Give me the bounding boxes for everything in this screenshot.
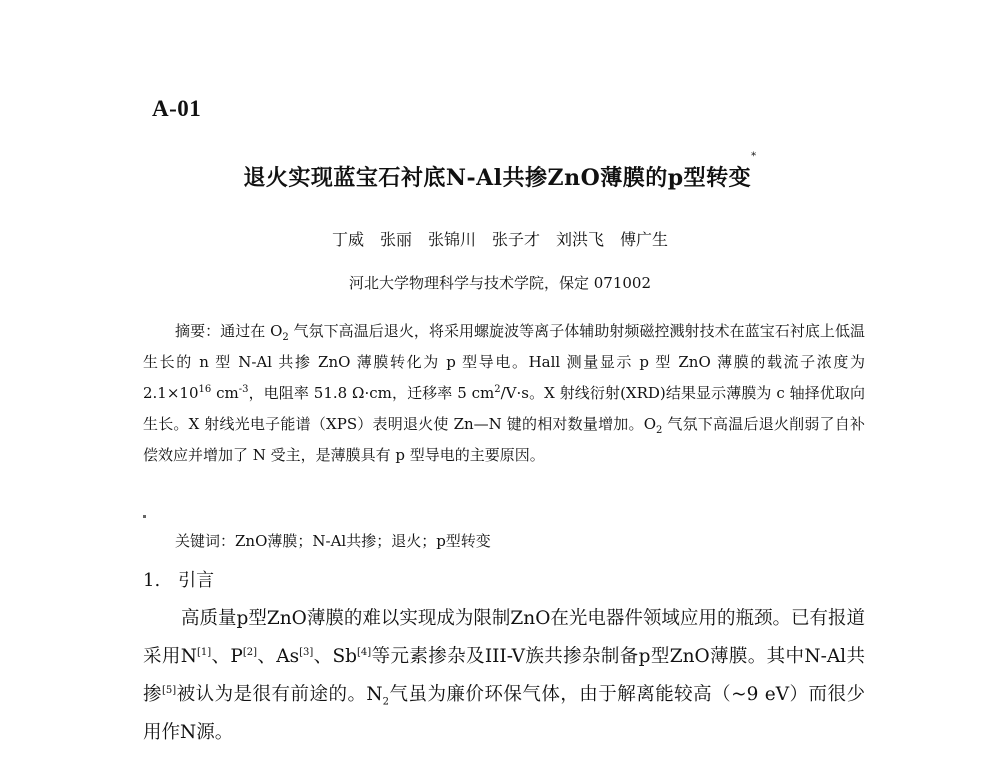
author-list: 丁威 张丽 张锦川 张子才 刘洪飞 傅广生 xyxy=(331,230,668,249)
paper-title xyxy=(0,151,1000,192)
citation: [5] xyxy=(161,684,177,696)
abstract-text: 摘要：通过在 O xyxy=(175,322,283,340)
abstract-text: cm xyxy=(211,384,239,402)
keywords: 关键词：ZnO薄膜；N-Al共掺；退火；p型转变 xyxy=(175,532,491,550)
body-text: 被认为是很有前途的。N xyxy=(176,684,383,705)
section-heading: 1. 引言 xyxy=(143,570,215,591)
intro-paragraph xyxy=(143,600,865,752)
body-text: 等元素掺杂及III-V族共掺杂制备p型ZnO薄膜。其中N-Al共掺 xyxy=(143,646,865,705)
subscript: 2 xyxy=(282,332,289,343)
body-text: 、Sb xyxy=(313,646,358,667)
citation: [2] xyxy=(242,646,257,658)
scan-speck xyxy=(143,515,146,518)
superscript: -3 xyxy=(238,384,249,395)
title-text: 退火实现蓝宝石衬底N-Al共掺ZnO薄膜的p型转变 xyxy=(243,165,752,191)
affiliation: 河北大学物理科学与技术学院，保定 071002 xyxy=(348,274,652,292)
abstract-text: /V·s。X 射线衍射(XRD)结果显示薄膜为 c 轴择优取向生长。X 射线光电子能谱（XPS）表明退火使 Zn—N 键的相对数量增加。O xyxy=(143,384,865,433)
citation: [3] xyxy=(299,646,314,658)
paper-code: A-01 xyxy=(152,96,202,121)
abstract-text: 气氛下高温后退火削弱了自补偿效应并增加了 N 受主，是薄膜具有 p 型导电的主要原因。 xyxy=(143,415,865,464)
abstract xyxy=(143,316,865,471)
superscript: 2 xyxy=(494,384,501,395)
subscript: 2 xyxy=(656,425,663,436)
superscript: 16 xyxy=(198,384,212,395)
citation: [4] xyxy=(357,646,372,658)
abstract-text: ，电阻率 51.8 Ω·cm，迁移率 5 cm xyxy=(248,384,495,402)
body-text: 气虽为廉价环保气体，由于解离能较高（~9 eV）而很少用作N源。 xyxy=(143,684,865,743)
abstract-text: 气氛下高温后退火，将采用螺旋波等离子体辅助射频磁控溅射技术在蓝宝石衬底上低温生长的 n 型 N-Al 共掺 ZnO 薄膜转化为 p 型导电。Hall 测量显示 p 型 ZnO 薄膜的载流子浓度为 2.1×10 xyxy=(143,322,865,402)
body-text: 、P xyxy=(211,646,243,667)
body-text: 、As xyxy=(256,646,300,667)
subscript: 2 xyxy=(382,696,389,708)
title-footnote-mark: * xyxy=(751,151,757,162)
body-text: 高质量p型ZnO薄膜的难以实现成为限制ZnO在光电器件领域应用的瓶颈。已有报道采用N xyxy=(143,608,865,667)
citation: [1] xyxy=(196,646,212,658)
